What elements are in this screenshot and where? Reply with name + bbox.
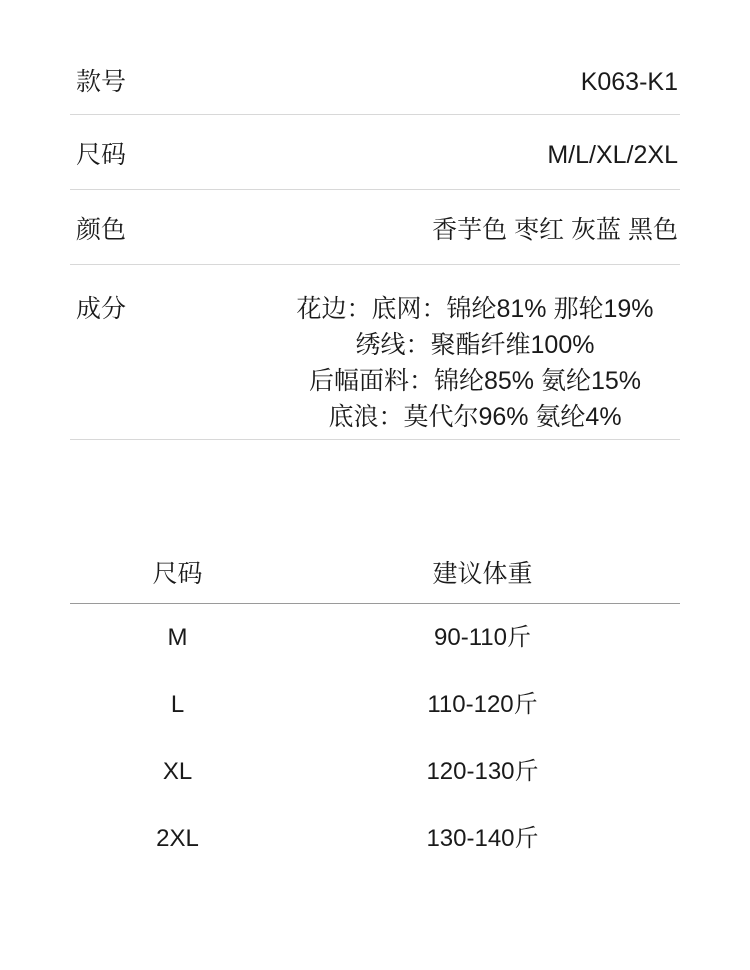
material-line: 绣线：聚酯纤维100%: [355, 331, 595, 359]
table-row: [70, 671, 680, 738]
material-line: 花边：底网：锦纶81% 那轮19%: [296, 295, 654, 323]
size-chart-header-weight: 建议体重: [432, 559, 533, 588]
weight-cell: 90-110斤: [434, 623, 531, 651]
weight-cell: 110-120斤: [427, 690, 538, 718]
material-line: 底浪：莫代尔96% 氨纶4%: [328, 403, 622, 431]
size-cell: L: [170, 690, 185, 718]
table-row: [70, 738, 680, 805]
table-row: [70, 604, 680, 671]
spec-label-size: 尺码: [76, 141, 127, 169]
spec-label-style: 款号: [76, 68, 127, 96]
spec-value-material: [270, 265, 680, 435]
material-line-list: [270, 291, 680, 435]
spec-label-color: 颜色: [76, 216, 127, 244]
spec-row-material: [70, 265, 680, 440]
size-chart-header-size: 尺码: [152, 559, 203, 588]
table-row: [70, 805, 680, 872]
spec-row-size: [70, 115, 680, 190]
weight-cell: 120-130斤: [426, 757, 539, 785]
spec-value-style: K063-K1: [580, 68, 678, 96]
material-line: 后幅面料：锦纶85% 氨纶15%: [308, 367, 642, 395]
size-cell: M: [167, 623, 188, 651]
spec-value-size: M/L/XL/2XL: [547, 141, 678, 169]
weight-cell: 130-140斤: [426, 824, 539, 852]
spec-value-color: 香芋色 枣红 灰蓝 黑色: [432, 216, 678, 244]
size-chart-table: [70, 545, 680, 872]
spec-label-material: 成分: [76, 295, 127, 323]
spec-row-style: [70, 44, 680, 115]
spec-row-color: [70, 190, 680, 265]
specification-table: [70, 44, 680, 440]
size-chart-header-row: [70, 545, 680, 604]
size-cell: 2XL: [156, 824, 199, 852]
size-cell: XL: [162, 757, 193, 785]
